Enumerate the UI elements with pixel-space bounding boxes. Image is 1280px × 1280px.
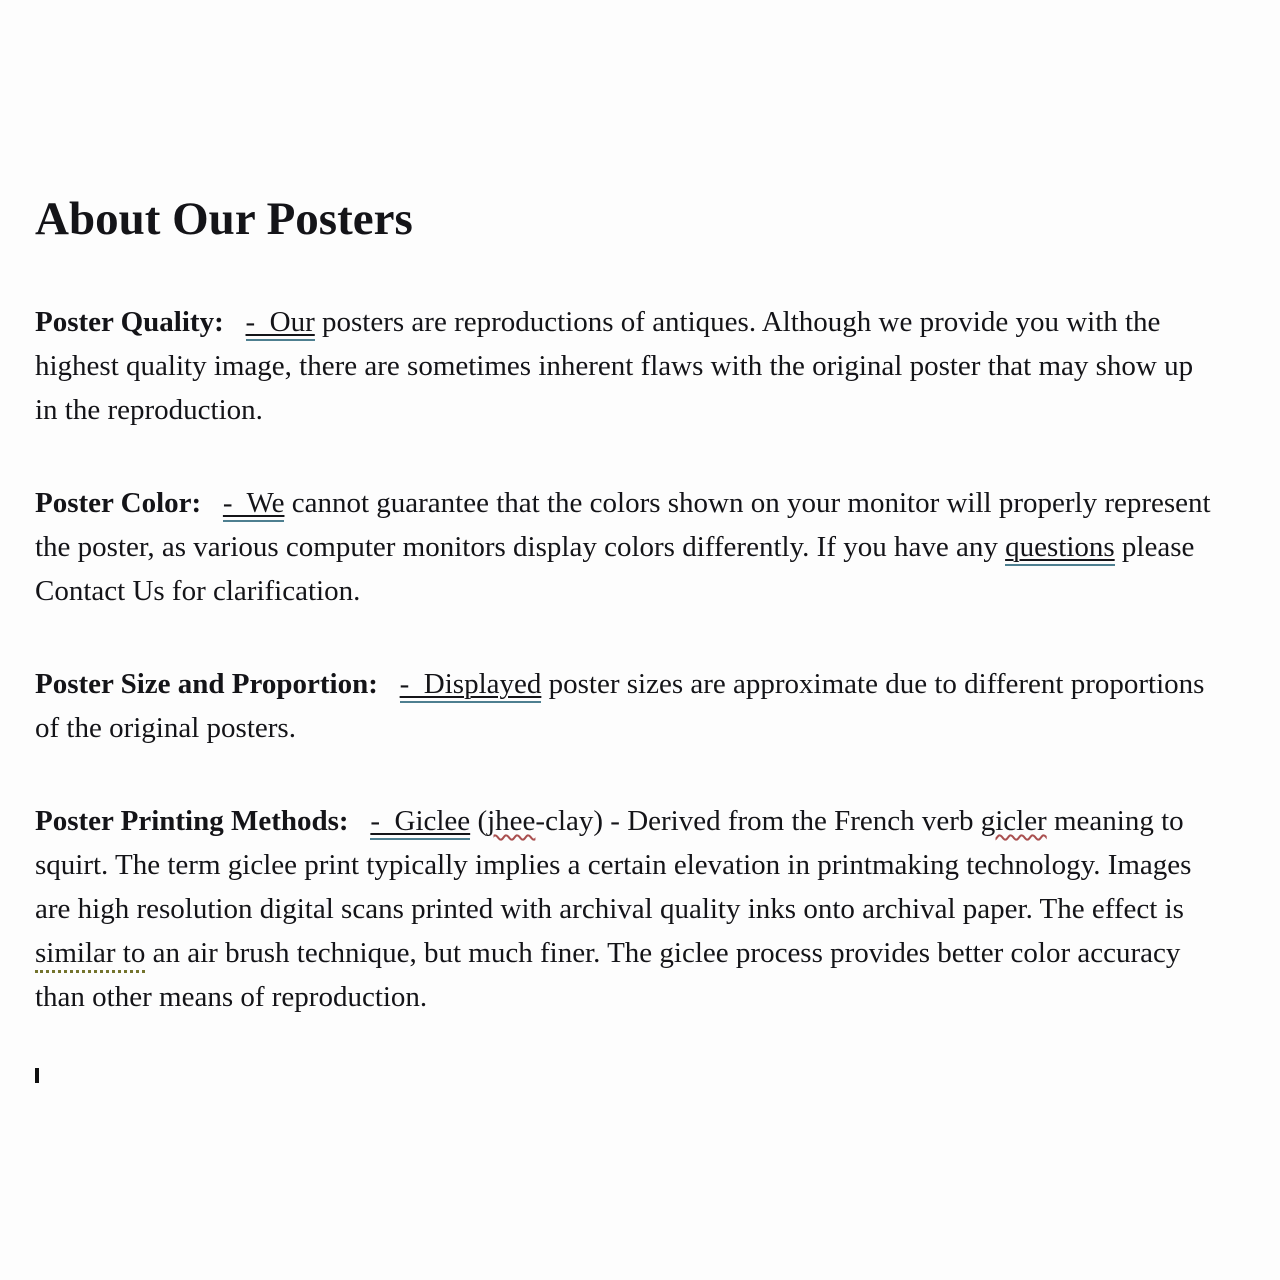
paragraph-poster-color xyxy=(35,481,1215,613)
paragraph-poster-printing-methods xyxy=(35,799,1215,1019)
text-segment: posters are reproductions of antiques. Although we provide you with the highest quality image, there are sometimes inherent flaws with the original poster that may show up in the reproduction. xyxy=(35,306,1194,426)
inline-link[interactable]: - Our xyxy=(246,306,315,341)
text-cursor xyxy=(35,1068,39,1083)
misspelled-word: gicler xyxy=(980,805,1047,837)
text-segment xyxy=(349,805,371,837)
bold-label: Poster Color: xyxy=(35,487,202,519)
grammar-flagged-phrase: similar to xyxy=(35,937,145,973)
text-segment xyxy=(224,306,246,338)
text-segment: cannot guarantee that the colors shown on your monitor will properly represent the poster, as various computer monitors display colors differently. If you have any xyxy=(35,487,1211,563)
misspelled-word: jhee xyxy=(487,805,536,837)
text-segment: -clay) - Derived from the French verb xyxy=(535,805,981,837)
text-segment: an air brush technique, but much finer. The giclee process provides better color accuracy than other means of reproduction. xyxy=(35,937,1181,1013)
inline-link[interactable]: - Displayed xyxy=(400,668,542,703)
text-segment: please Contact Us for clarification. xyxy=(35,531,1195,607)
bold-label: Poster Printing Methods: xyxy=(35,805,349,837)
text-segment: meaning to squirt. The term giclee print typically implies a certain elevation in printmaking technology. Images are high resolution digital scans printed with archival quality inks onto archival paper. The effect is xyxy=(35,805,1192,925)
paragraph-poster-quality xyxy=(35,300,1215,432)
paragraph-poster-size-and-proportion xyxy=(35,662,1215,750)
text-segment: poster sizes are approximate due to different proportions of the original posters. xyxy=(35,668,1205,744)
inline-link[interactable]: - Giclee xyxy=(370,805,470,840)
inline-link[interactable]: questions xyxy=(1005,531,1115,566)
bold-label: Poster Quality: xyxy=(35,306,224,338)
inline-link[interactable]: - We xyxy=(223,487,285,522)
text-segment: ( xyxy=(470,805,488,837)
page-title: About Our Posters xyxy=(35,193,413,245)
bold-label: Poster Size and Proportion: xyxy=(35,668,378,700)
text-segment xyxy=(378,668,400,700)
text-segment xyxy=(201,487,223,519)
